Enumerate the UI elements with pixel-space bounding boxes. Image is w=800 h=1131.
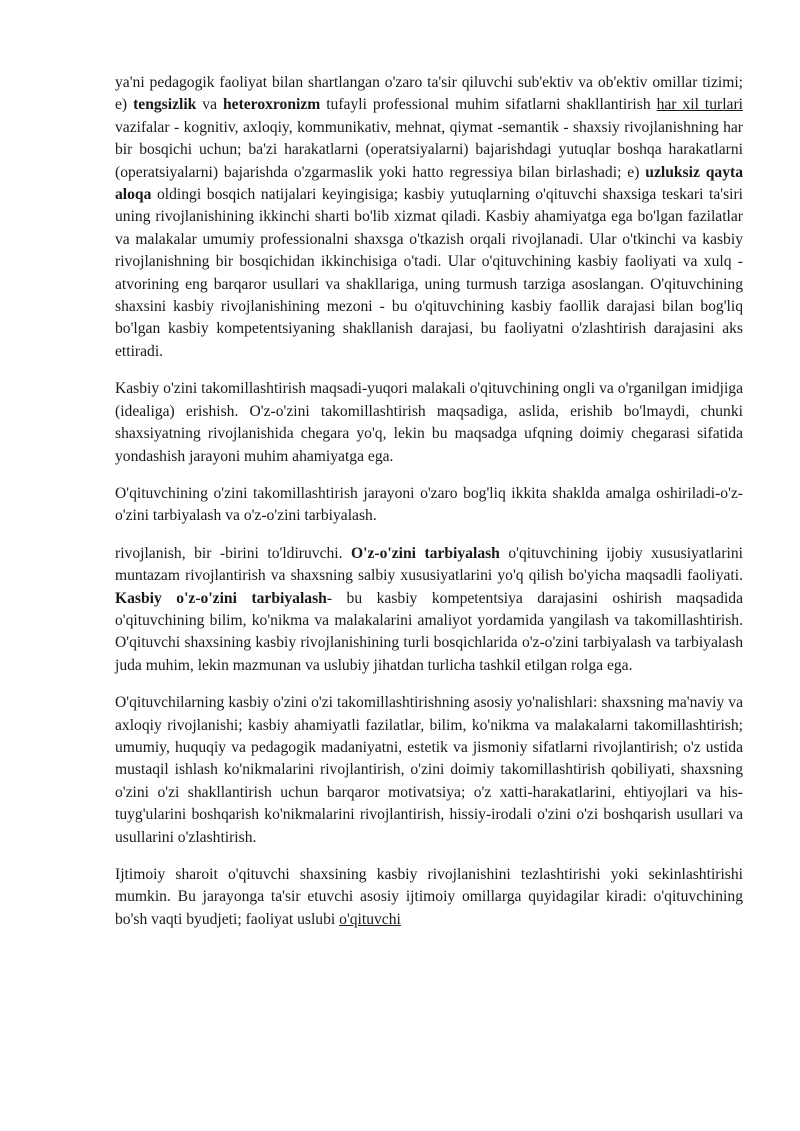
- paragraph-5: O'qituvchilarning kasbiy o'zini o'zi takomillashtirishning asosiy yo'nalishlari: shaxsning ma'naviy va axloqiy rivojlanishi; kasbiy ahamiyatli fazilatlar, bilim, ko'nikma va malakalarni takomillashtirish; umumiy, huquqiy va pedagogik madaniyatni, estetik va jismoniy sifatlarni rivojlantirish; o'z ustida mustaqil ishlash ko'nikmalarini rivojlantirish, o'zini doimiy takomillashtirish qobiliyati, shaxsning o'zini o'zi shakllantirish uchun barqaror motivatsiya; o'z xatti-harakatlarini, ehtiyojlari va his-tuyg'ularini boshqarish ko'nikmalarini rivojlantirish, hissiy-irodali o'zini o'zi boshqarish usullari va usullarini o'zlashtirish.: [115, 694, 743, 846]
- text-run: Ijtimoiy sharoit o'qituvchi shaxsining kasbiy rivojlanishini tezlashtirishi yoki sekinlashtirishi mumkin. Bu jarayonga ta'sir etuvchi asosiy ijtimoiy omillarga quyidagilar kiradi: o'qituvchining bo'sh vaqti byudjeti; faoliyat uslubi: [115, 866, 743, 928]
- underlined-link-text: o'qituvchi: [339, 910, 401, 928]
- bold-term-tengsizlik: tengsizlik: [133, 96, 197, 114]
- paragraph-4: [115, 543, 743, 677]
- paragraph-3: O'qituvchining o'zini takomillashtirish jarayoni o'zaro bog'liq ikkita shaklda amalga oshiriladi-o'z-o'zini tarbiyalash va o'z-o'zini tarbiyalash.: [115, 484, 743, 525]
- text-run: tufayli professional muhim sifatlarni shakllantirish: [320, 96, 657, 114]
- paragraph-2: Kasbiy o'zini takomillashtirish maqsadi-yuqori malakali o'qituvchining ongli va o'rganilgan imidjiga (idealiga) erishish. O'z-o'zini takomillashtirish maqsadiga, aslida, erishib bo'lmaydi, chunki shaxsiyatning rivojlanishida chegara yo'q, lekin bu maqsadga ufqning doimiy chegarasi sifatida yondashish jarayoni muhim ahamiyatga ega.: [115, 380, 743, 465]
- text-run: rivojlanish, bir -birini to'ldiruvchi.: [115, 544, 352, 562]
- text-run: oldingi bosqich natijalari keyingisiga; kasbiy yutuqlarning o'qituvchi shaxsiga teskari ta'siri uning rivojlanishining ikkinchi sharti bo'lib xizmat qiladi. Kasbiy ahamiyatga ega bo'lgan fazilatlar va malakalar umumiy professionalni shaxsga o'tkazish orqali rivojlanadi. Ular o'tkinchi va kasbiy rivojlanishning bir bosqichidan ikkinchisiga o'tadi. Ular o'qituvchining kasbiy faoliyati va xulq -atvorining eng barqaror usullari va shakllariga, uning turmush tarziga asoslangan. O'qituvchining shaxsini kasbiy rivojlanishining mezoni - bu o'qituvchining kasbiy faollik darajasi bilan bog'liq bo'lgan kasbiy kompetentsiyaning shakllanish darajasi, bu faoliyatni o'zlashtirish darajasini aks ettiradi.: [115, 186, 743, 360]
- bold-term-ozozini-tarbiyalash: O'z-o'zini tarbiyalash: [351, 544, 500, 562]
- text-run: vazifalar - kognitiv, axloqiy, kommunikativ, mehnat, qiymat -semantik - shaxsiy rivojlanishning har bir bosqichi uchun; ba'zi harakatlarni (operatsiyalarni) bajarishdagi yutuqlar boshqa harakatlarni (operatsiyalarni) bajarishda o'zgarmaslik yoki hatto regressiya bilan birlashadi; e): [115, 118, 743, 181]
- text-run: - bu kasbiy kompetentsiya darajasini oshirish maqsadida o'qituvchining bilim, ko'nikma va malakalarini amaliyot yordamida yangilash va takomillashtirish. O'qituvchi shaxsining kasbiy rivojlanishining turli bosqichlarida o'z-o'zini tarbiyalash va tarbiyalash juda muhim, lekin mazmunan va uslubiy jihatdan turlicha tashkil etilgan rolga ega.: [115, 589, 743, 674]
- paragraph-1: [115, 72, 743, 363]
- text-run: ya'ni pedagogik faoliyat bilan shartlangan o'zaro ta'sir qiluvchi sub'ektiv va ob'ektiv omillar tizimi; e): [115, 74, 743, 114]
- underlined-phrase: har xil turlari: [656, 96, 743, 114]
- bold-term-heteroxronizm: heteroxronizm: [222, 96, 321, 114]
- paragraph-6: [115, 864, 743, 931]
- bold-term-kasbiy-ozozini-tarbiyalash: Kasbiy o'z-o'zini tarbiyalash: [115, 589, 327, 607]
- text-run: o'qituvchining ijobiy xususiyatlarini muntazam rivojlantirish va shaxsning salbiy xususiyatlarini yo'q qilish bo'yicha maqsadli faoliyati.: [115, 544, 743, 585]
- bold-term-uzluksiz-qayta-aloqa: uzluksiz qayta aloqa: [115, 163, 743, 204]
- text-run: va: [196, 96, 223, 114]
